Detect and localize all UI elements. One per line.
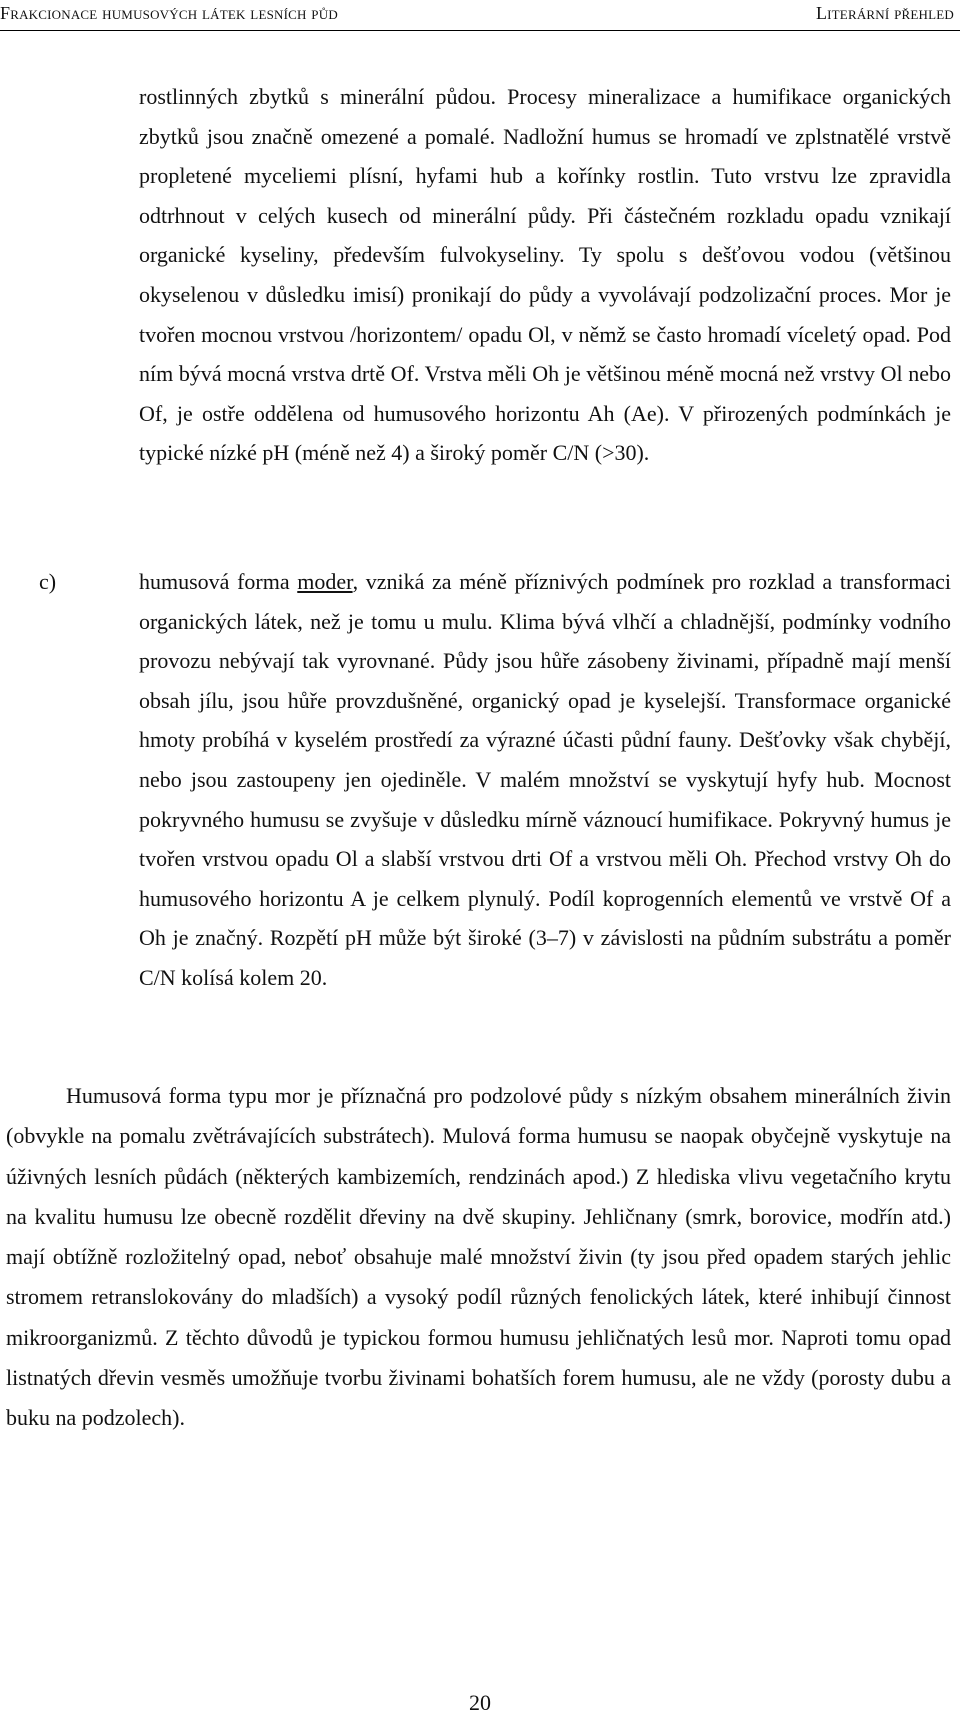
header-title-left: Frakcionace humusových látek lesních půd [0,3,338,23]
header-divider [0,30,960,31]
header-title-right: Literární přehled [815,3,954,23]
continuation-paragraph: rostlinných zbytků s minerální půdou. Procesy mineralizace a humifikace organických zbytků jsou značně omezené a pomalé. Nadložní humus se hromadí ve zplstnatělé vrstvě propletené myceliemi plísní, hyfami hub a kořínky rostlin. Tuto vrstvu lze zpravidla odtrhnout v celých kusech od minerální půdy. Při částečném rozkladu opadu vznikají organické kyseliny, především fulvokyseliny. Ty spolu s dešťovou vodou (většinou okyselenou v důsledku imisí) pronikají do půdy a vyvolávají podzolizační proces. Mor je tvořen mocnou vrstvou /horizontem/ opadu Ol, v němž se často hromadí víceletý opad. Pod ním bývá mocná vrstva drtě Of. Vrstva měli Oh je většinou méně mocná než vrstvy Ol nebo Of, je ostře oddělena od humusového horizontu Ah (Ae). V přirozených podmínkách je typické nízké pH (méně než 4) a široký poměr C/N (>30). [139,84,951,466]
list-item-body [139,562,951,998]
list-item-marker: c) [39,569,57,594]
running-header [0,0,960,40]
list-item-text-after: , vzniká za méně příznivých podmínek pro rozklad a transformaci organických látek, než je tomu u mulu. Klima bývá vlhčí a chladnější, podmínky vodního provozu nebývají tak vyrovnané. Půdy jsou hůře zásobeny živinami, případně mají menší obsah jílu, jsou hůře provzdušněné, organický opad je kyselejší. Transformace organické hmoty probíhá v kyselém prostředí za výrazné účasti půdní fauny. Dešťovky však chybějí, nebo jsou zastoupeny jen ojediněle. V malém množství se vyskytují hyfy hub. Mocnost pokryvného humusu se zvyšuje v důsledku mírně váznoucí humifikace. Pokryvný humus je tvořen vrstvou opadu Ol a slabší vrstvou drti Of a vrstvou měli Oh. Přechod vrstvy Oh do humusového horizontu A je celkem plynulý. Podíl koprogenních elementů ve vrstvě Of a Oh je značný. Rozpětí pH může být široké (3–7) v závislosti na půdním substrátu a poměr C/N kolísá kolem 20. [139,569,951,990]
list-item-text-before: humusová forma [139,569,298,594]
page-number: 20 [469,1690,491,1715]
main-paragraph: Humusová forma typu mor je příznačná pro podzolové půdy s nízkým obsahem minerálních živin (obvykle na pomalu zvětrávajících substrátech). Mulová forma humusu se naopak obyčejně vyskytuje na úživných lesních půdách (některých kambizemích, rendzinách apod.) Z hlediska vlivu vegetačního krytu na kvalitu humusu lze obecně rozdělit dřeviny na dvě skupiny. Jehličnany (smrk, borovice, modřín atd.) mají obtížně rozložitelný opad, neboť obsahuje malé množství živin (ty jsou před opadem starých jehlic stromem retranslokovány do mladších) a vysoký podíl různých fenolických látek, které inhibují činnost mikroorganizmů. Z těchto důvodů je typickou formou humusu jehličnatých lesů mor. Naproti tomu opad listnatých dřevin vesměs umožňuje tvorbu živinami bohatších forem humusu, ale ne vždy (porosty dubu a buku na podzolech). [6,1083,951,1431]
term-moder: moder [297,569,353,594]
